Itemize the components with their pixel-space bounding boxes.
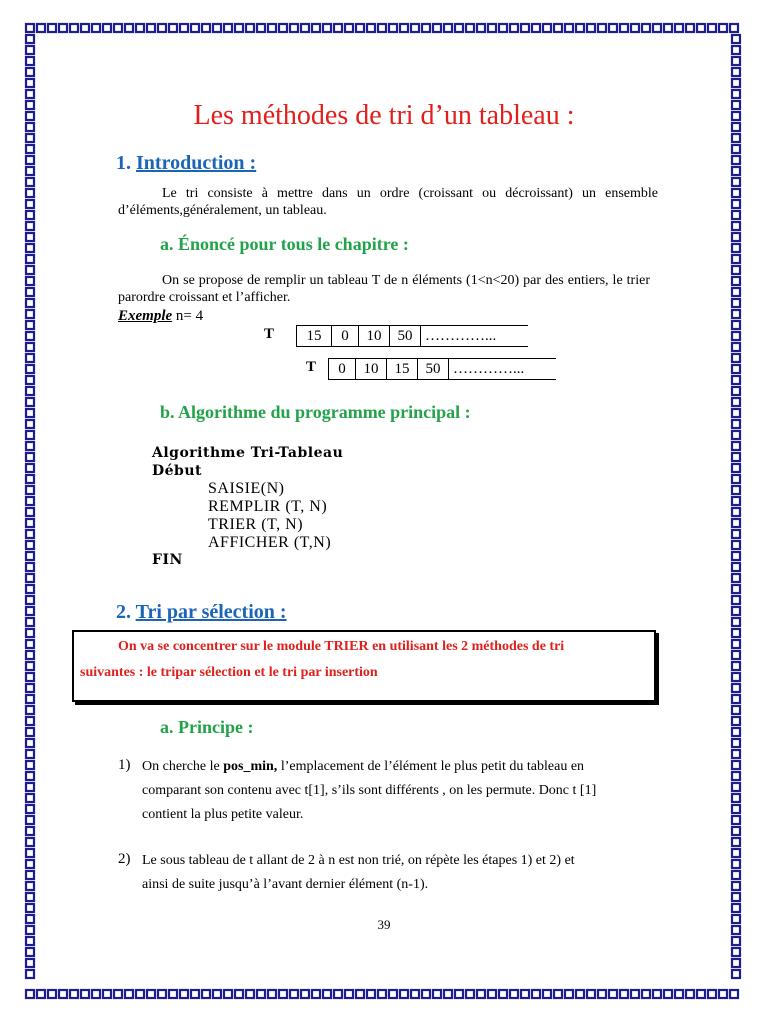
table2-label: T xyxy=(306,359,317,375)
array-cell: 15 xyxy=(297,326,332,347)
array-ellipsis: …………... xyxy=(421,326,529,347)
item-text: Le sous tableau de t allant de 2 à n est non trié, on répète les étapes 1) et 2) et xyxy=(142,853,575,868)
example-label: Exemple xyxy=(118,308,173,324)
array-ellipsis: …………... xyxy=(449,359,557,380)
subsection-letter: a. xyxy=(160,717,174,737)
array-cell: 10 xyxy=(356,359,387,380)
enonce-paragraph: On se propose de remplir un tableau T de n éléments (1<n<20) par des entiers, le trier parordre croissant et l’afficher. xyxy=(118,273,650,305)
subsection-letter: a. xyxy=(160,234,174,254)
algo-remplir-line: REMPLIR (T, N) xyxy=(208,498,328,515)
unsorted-array-table xyxy=(296,325,528,347)
section-number: 1. xyxy=(116,152,131,174)
list-number: 2) xyxy=(118,851,131,867)
section-number: 2. xyxy=(116,601,131,623)
page-number: 39 xyxy=(377,917,391,932)
array-cell: 15 xyxy=(387,359,418,380)
highlight-box xyxy=(72,630,656,702)
array-cell: 50 xyxy=(418,359,449,380)
subsection-letter: b. xyxy=(160,402,175,422)
item-text: comparant son contenu avec t[1], s’ils sont différents , on les permute. Donc t [1] xyxy=(142,783,597,798)
sorted-array-table xyxy=(328,358,556,380)
example-line xyxy=(118,308,203,325)
array-cell: 0 xyxy=(332,326,359,347)
item-bold-term: pos_min, xyxy=(223,759,278,774)
highlight-box-text xyxy=(74,632,654,686)
section-label: Tri par sélection : xyxy=(135,601,287,623)
subsection-algorithme-heading xyxy=(160,402,471,423)
subsection-label: Principe : xyxy=(178,717,254,737)
array-cell: 0 xyxy=(329,359,356,380)
highlight-line: On va se concentrer sur le module TRIER en utilisant les 2 méthodes de tri xyxy=(118,639,565,654)
item-text: contient la plus petite valeur. xyxy=(142,807,304,822)
subsection-principe-heading xyxy=(160,717,253,738)
array-cell: 10 xyxy=(359,326,390,347)
algo-saisie-line: SAISIE(N) xyxy=(208,480,285,497)
subsection-label: Énoncé pour tous le chapitre : xyxy=(178,234,409,254)
subsection-enonce-heading xyxy=(160,234,409,255)
table1-label: T xyxy=(264,326,275,342)
highlight-line: suivantes : le tripar sélection et le tri par insertion xyxy=(80,665,378,680)
item-text: l’emplacement de l’élément le plus petit du tableau en xyxy=(277,759,585,774)
list-number: 1) xyxy=(118,757,131,773)
section-introduction-heading xyxy=(116,152,256,175)
item-text: ainsi de suite jusqu’à l’avant dernier élément (n-1). xyxy=(142,877,429,892)
item-text: On cherche le xyxy=(142,759,224,774)
array-cell: 50 xyxy=(390,326,421,347)
algo-debut-line: Début xyxy=(152,463,202,479)
subsection-label: Algorithme du programme principal : xyxy=(178,402,471,422)
algo-trier-line: TRIER (T, N) xyxy=(208,516,304,533)
list-item xyxy=(142,849,662,897)
algo-afficher-line: AFFICHER (T,N) xyxy=(208,534,332,551)
section-label: Introduction : xyxy=(136,152,257,174)
algo-header-line: Algorithme Tri-Tableau xyxy=(152,445,344,461)
page-title: Les méthodes de tri d’un tableau : xyxy=(193,100,575,131)
list-item xyxy=(142,755,662,827)
section-tri-selection-heading xyxy=(116,601,287,624)
algo-fin-line: FIN xyxy=(152,552,183,568)
intro-paragraph: Le tri consiste à mettre dans un ordre (croissant ou décroissant) un ensemble d’éléments,généralement, un tableau. xyxy=(118,186,658,218)
example-value: n= 4 xyxy=(172,308,204,324)
